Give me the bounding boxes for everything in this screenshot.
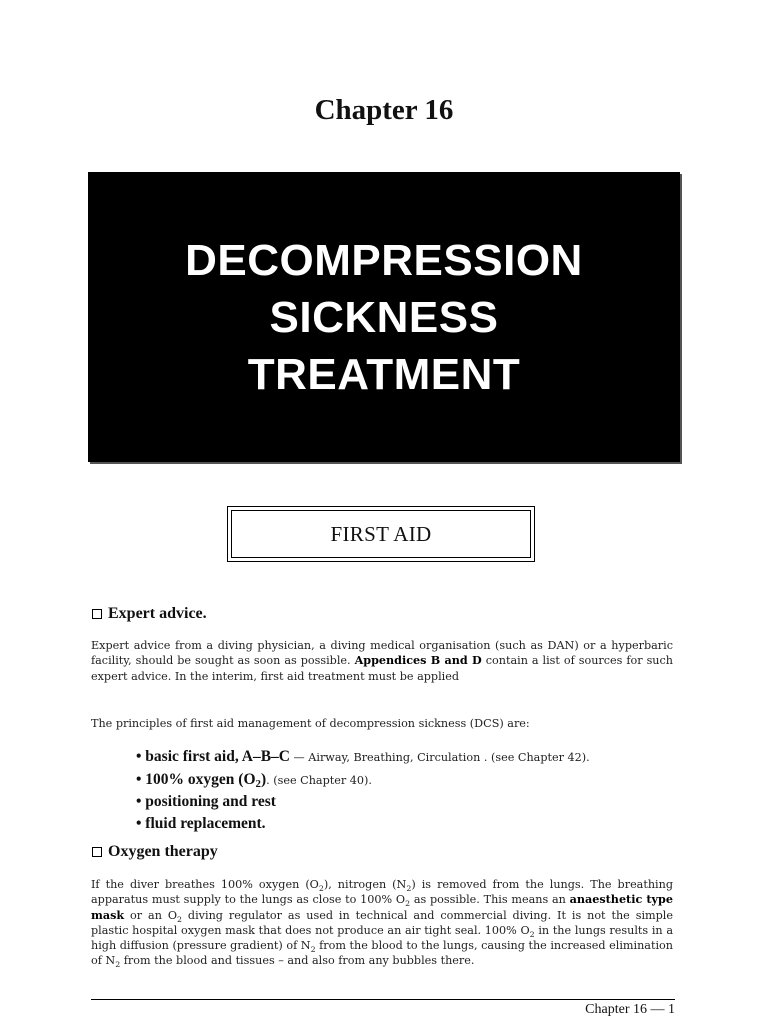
title-line-3: TREATMENT <box>247 349 521 399</box>
title-banner <box>88 172 680 462</box>
page-number: Chapter 16 — 1 <box>585 1002 675 1017</box>
chapter-label: Chapter 16 <box>314 94 454 126</box>
list-item: • fluid replacement. <box>136 814 266 832</box>
expert-advice-heading-text: Expert advice. <box>108 605 207 622</box>
expert-advice-paragraph <box>91 638 673 684</box>
principles-intro: The principles of first aid management of decompression sickness (DCS) are: <box>91 717 530 730</box>
list-item: • positioning and rest <box>136 793 276 810</box>
mask-type-emphasis: anaesthetic type mask <box>91 892 673 922</box>
section-title: FIRST AID <box>231 510 531 558</box>
oxygen-therapy-heading <box>92 843 218 861</box>
oxygen-therapy-heading-text: Oxygen therapy <box>108 843 218 860</box>
list-item: • 100% oxygen $(O_2)$. (see Chapter 40). <box>136 770 372 790</box>
expert-advice-heading <box>92 605 207 623</box>
checkbox-bullet-icon <box>92 609 102 619</box>
first-aid-principles-list <box>136 746 590 834</box>
appendices-reference: Appendices B and D <box>354 653 482 668</box>
expert-advice-text-2: contain a list of sources for such expert advice. In the interim, first aid treatment must be applied <box>91 654 673 683</box>
section-title-box <box>227 506 535 562</box>
footer-divider <box>91 999 675 1000</box>
checkbox-bullet-icon <box>92 847 102 857</box>
list-item: • basic first aid, A–B–C — Airway, Breathing, Circulation . (see Chapter 42). <box>136 748 590 765</box>
expert-advice-text-1: Expert advice from a diving physician, a diving medical organisation (such as DAN) or a hyperbaric facility, should be sought as soon as possible. <box>91 639 673 668</box>
title-line-2: SICKNESS <box>269 292 499 342</box>
title-line-1: DECOMPRESSION <box>185 235 583 285</box>
oxygen-therapy-paragraph: If the diver breathes 100% oxygen $(O_2)$, nitrogen $(N_2)$ is removed from the lungs. The breathing apparatus must supply to the lungs as close to 100% $O_2$ as possible. This means an anaesthetic type mask or an $O_2$ diving regulator as used in technical and commercial diving. It is not the simple plastic hospital oxygen mask that does not produce an air tight seal. 100% $O_2$ in the lungs results in a high diffusion (pressure gradient) of $N_2$ from the blood to the lungs, causing the increased elimination of $N_2$ from the blood and tissues – and also from any bubbles there. <box>91 878 674 970</box>
